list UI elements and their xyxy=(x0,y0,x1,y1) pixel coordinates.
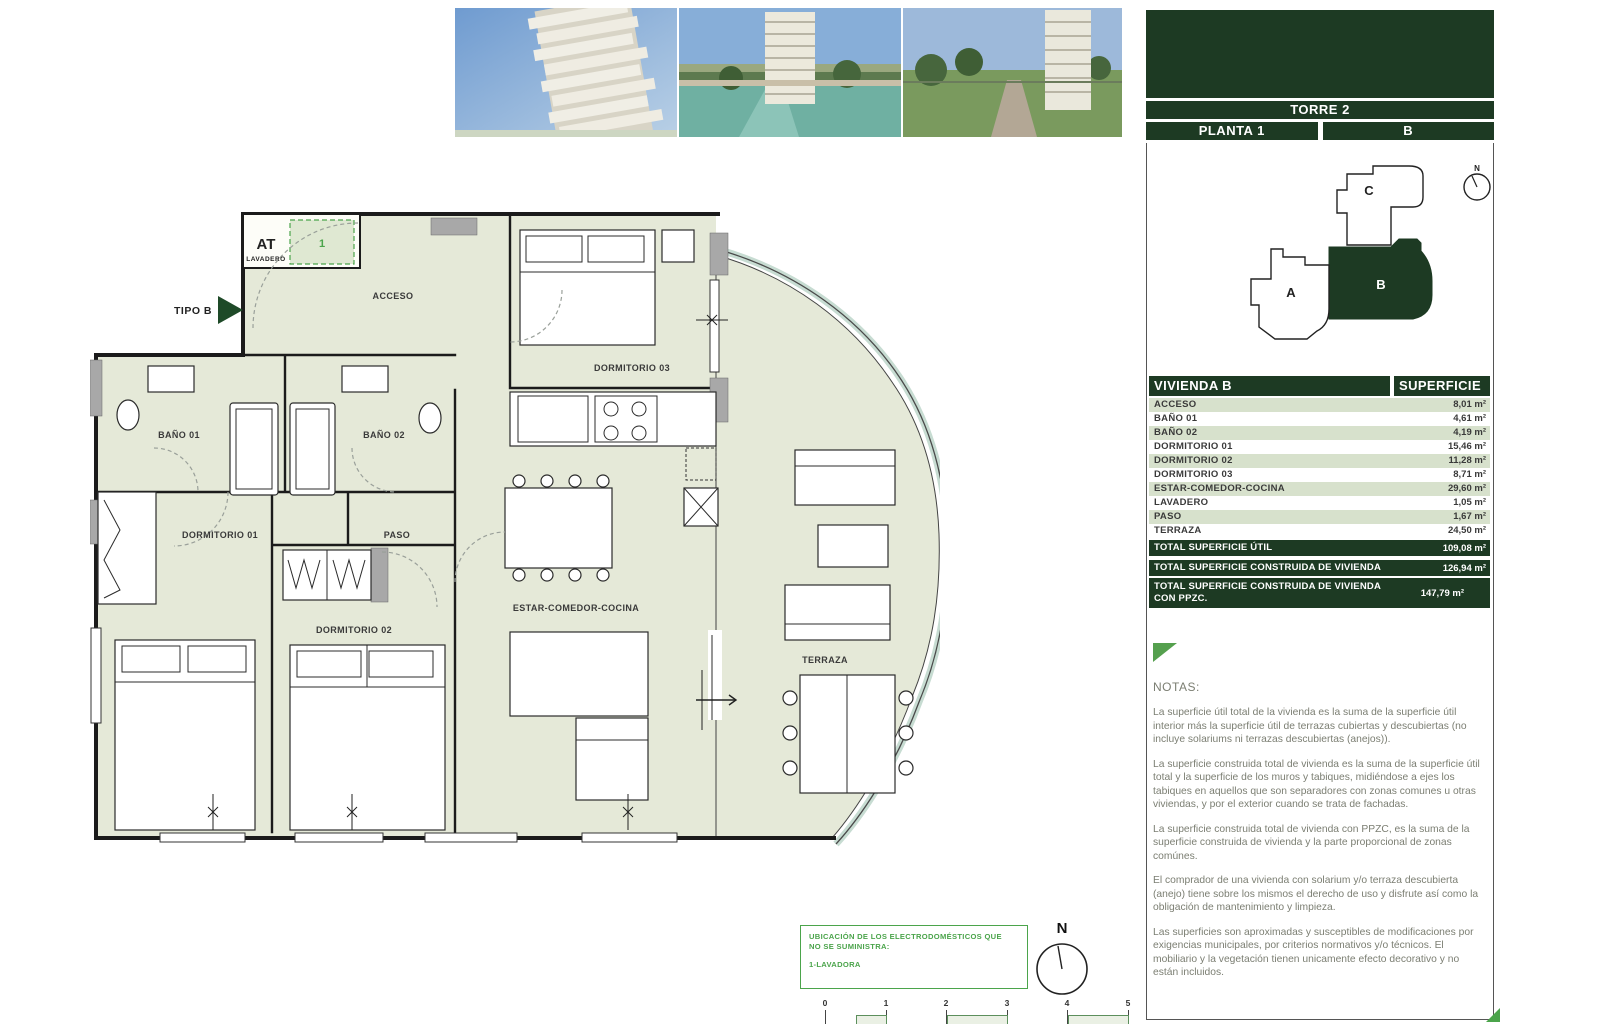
at-label: AT xyxy=(256,236,276,253)
appliance-note-box xyxy=(800,925,1028,989)
table-row: PASO 1,67 m² xyxy=(1149,510,1490,524)
appliance-note-line2: NO SE SUMINISTRA: xyxy=(809,942,890,952)
compass-site-icon xyxy=(1464,164,1490,200)
room-label-dormitorio-03: DORMITORIO 03 xyxy=(593,363,671,373)
dining-table xyxy=(505,488,612,568)
scale-bar: 0 1 2 3 4 5 xyxy=(800,998,1160,1024)
info-panel xyxy=(1146,10,1494,1020)
bed-dorm01 xyxy=(115,640,255,830)
living-unit xyxy=(510,632,648,716)
room-label-acceso: ACCESO xyxy=(372,291,414,301)
svg-text:N: N xyxy=(1474,164,1480,173)
room-label-paso: PASO xyxy=(383,530,411,540)
table-total-util: TOTAL SUPERFICIE ÚTIL 109,08 m² xyxy=(1149,540,1490,556)
window xyxy=(425,833,517,842)
photo-building-pool xyxy=(679,8,901,137)
table-column-header: SUPERFICIE xyxy=(1394,376,1490,396)
tipo-b-triangle-icon xyxy=(218,296,243,324)
notes-paragraph: Las superficies son aproximadas y susceptibles de modificaciones por exigencias municipales, por criterios normativos y/o técnicos. El mobiliario y la vegetación tienen unicamente efecto decorativo y no están incluidos. xyxy=(1153,926,1474,978)
toilet-bano02 xyxy=(419,403,441,433)
table-row: DORMITORIO 02 11,28 m² xyxy=(1149,454,1490,468)
surface-table xyxy=(1149,376,1490,608)
appliance-note-item: 1-LAVADORA xyxy=(809,959,861,969)
notes-section xyxy=(1153,643,1485,991)
appliance-note-line1: UBICACIÓN DE LOS ELECTRODOMÉSTICOS QUE xyxy=(809,932,1002,941)
appliance-number: 1 xyxy=(318,238,326,250)
room-label-bano-01: BAÑO 01 xyxy=(158,430,200,440)
sofa xyxy=(576,718,648,800)
room-label-terraza: TERRAZA xyxy=(802,655,848,665)
notes-title: NOTAS: xyxy=(1153,680,1200,694)
torre-bar: TORRE 2 xyxy=(1146,101,1494,119)
wardrobe-dorm01 xyxy=(98,492,156,604)
terrace-table xyxy=(818,525,888,567)
table-rows xyxy=(1149,398,1490,538)
pillar xyxy=(90,360,102,416)
room-label-dormitorio-01: DORMITORIO 01 xyxy=(181,530,259,540)
panel-header-block xyxy=(1146,10,1494,98)
terrace-sofa-1 xyxy=(795,450,895,505)
notes-triangle-icon xyxy=(1153,643,1177,662)
block-c-label: C xyxy=(1364,183,1374,198)
table-total-construida: TOTAL SUPERFICIE CONSTRUIDA DE VIVIENDA 126,94 m² xyxy=(1149,560,1490,576)
room-label-dormitorio-02: DORMITORIO 02 xyxy=(315,625,393,635)
site-key-plan xyxy=(1147,145,1493,373)
sink-bano02 xyxy=(342,366,388,392)
unit-bar: B xyxy=(1323,122,1495,140)
window xyxy=(710,280,719,372)
compass-icon xyxy=(1032,937,1092,997)
notes-paragraph: La superficie construida total de vivienda es la suma de la superficie útil total y la superficie de los muros y tabiques, midiéndose a ejes los tabiques en aquellos que son separadores con zonas comunes u otras viviendas, y por el exterior cuando se trata de fachadas. xyxy=(1153,758,1480,810)
plan-compass xyxy=(1032,920,1092,1002)
planta-bar: PLANTA 1 xyxy=(1146,122,1318,140)
window xyxy=(91,628,101,723)
table-row: ESTAR-COMEDOR-COCINA 29,60 m² xyxy=(1149,482,1490,496)
table-total-ppzc: TOTAL SUPERFICIE CONSTRUIDA DE VIVIENDA CON PPZC. 147,79 m² xyxy=(1149,578,1490,608)
table-title: VIVIENDA B xyxy=(1149,376,1390,396)
table-row: BAÑO 02 4,19 m² xyxy=(1149,426,1490,440)
pillar xyxy=(371,548,388,602)
kitchen-counter xyxy=(510,392,716,446)
notes-paragraph: La superficie construida total de vivienda con PPZC, es la suma de la superficie construida de vivienda y la parte proporcional de zonas comúnes. xyxy=(1153,823,1470,862)
block-c-shape xyxy=(1337,166,1423,245)
tipo-b-label: TIPO B xyxy=(173,305,212,317)
block-a-label: A xyxy=(1286,285,1296,300)
nightstand xyxy=(662,230,694,262)
compass-n-label: N xyxy=(1056,920,1068,937)
photo-building-1 xyxy=(455,8,677,137)
block-b-label: B xyxy=(1376,277,1386,292)
window xyxy=(160,833,245,842)
photo-building-path xyxy=(903,8,1122,137)
table-row: ACCESO 8,01 m² xyxy=(1149,398,1490,412)
notes-paragraph: La superficie útil total de la vivienda es la suma de la superficie útil interior más la superficie útil de terrazas cubiertas y descubiertas (no incluye solariums ni terrazas descubiertas (anejos)). xyxy=(1153,707,1467,745)
pillar xyxy=(431,218,477,235)
panel-body xyxy=(1146,143,1494,1020)
table-row: DORMITORIO 03 8,71 m² xyxy=(1154,469,1486,480)
terrace-sofa-2 xyxy=(785,585,890,640)
terrace-door-gap xyxy=(708,630,722,720)
page-corner-mark xyxy=(1486,1008,1500,1022)
pillar xyxy=(710,233,728,275)
shower-bano02 xyxy=(290,403,335,495)
window xyxy=(295,833,383,842)
notes-paragraph: El comprador de una vivienda con solarium y/o terraza descubierta (anejo) tiene sobre los mismos el derecho de uso y disfrute así como la obligación de mantenimiento y limpieza. xyxy=(1153,875,1479,913)
floor-plan xyxy=(90,200,940,870)
table-row: DORMITORIO 01 15,46 m² xyxy=(1154,441,1486,452)
lavadero-label: LAVADERO xyxy=(246,256,286,263)
window xyxy=(582,833,677,842)
shower-bano01 xyxy=(230,403,278,495)
room-label-bano-02: BAÑO 02 xyxy=(363,430,405,440)
table-row: LAVADERO 1,05 m² xyxy=(1154,497,1486,508)
toilet-bano01 xyxy=(117,400,139,430)
sink-bano01 xyxy=(148,366,194,392)
room-label-estar: ESTAR-COMEDOR-COCINA xyxy=(512,603,640,613)
table-row: BAÑO 01 4,61 m² xyxy=(1154,413,1486,424)
table-row: TERRAZA 24,50 m² xyxy=(1154,525,1486,536)
